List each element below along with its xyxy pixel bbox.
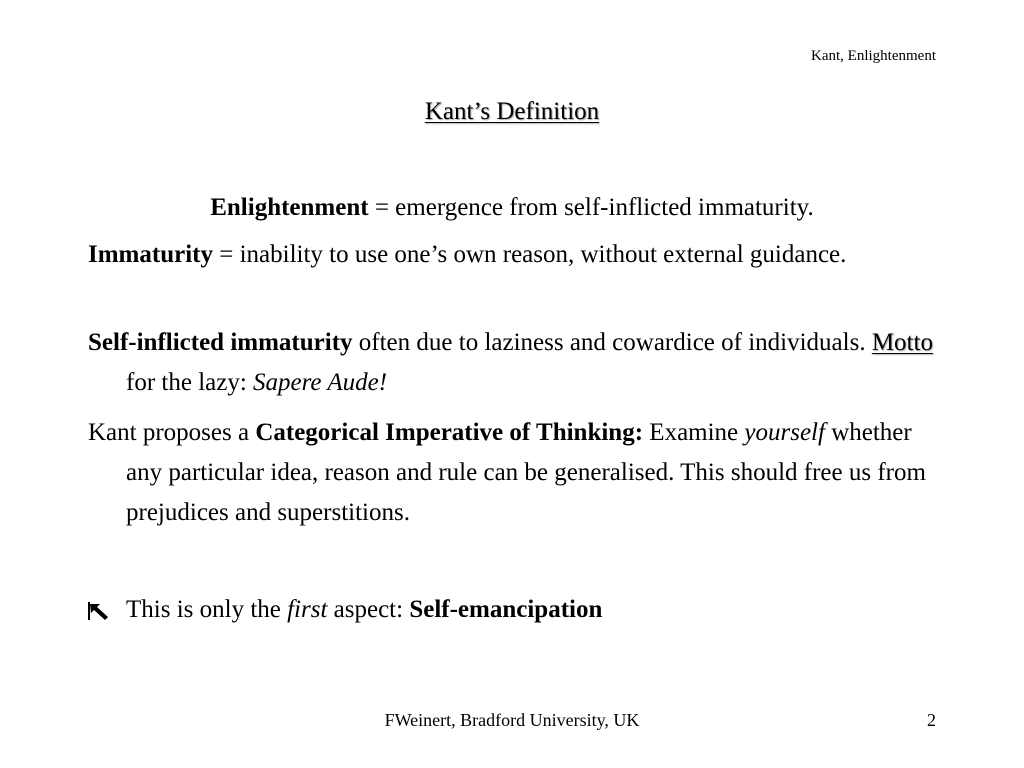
immaturity-text: = inability to use one’s own reason, without external guidance. — [212, 241, 847, 268]
enlightenment-definition-text: = emergence from self-inflicted immaturity. — [368, 194, 814, 221]
bullet-text — [126, 590, 602, 630]
immaturity-paragraph — [88, 235, 948, 275]
imperative-term: Categorical Imperative of Thinking: — [255, 419, 644, 446]
imperative-lead: Kant proposes a — [88, 419, 256, 446]
motto-link[interactable]: Motto — [871, 329, 933, 356]
bullet-emphasis: Self-emancipation — [409, 596, 603, 623]
slide-title: Kant’s Definition — [424, 98, 600, 125]
self-inflicted-text: often due to laziness and cowardice of individuals. — [352, 329, 872, 356]
imperative-yourself: yourself — [744, 419, 825, 446]
motto-lead-text: for the lazy: — [126, 369, 254, 396]
motto-text: Sapere Aude! — [253, 369, 388, 396]
enlightenment-definition — [0, 188, 1024, 228]
imperative-paragraph — [88, 413, 948, 533]
enlightenment-term: Enlightenment — [210, 194, 369, 221]
immaturity-term: Immaturity — [88, 241, 213, 268]
imperative-text: whether any particular idea, reason and rule can be generalised. This should free us from prejudices and superstitions. — [126, 419, 926, 526]
header-topic: Kant, Enlightenment — [811, 48, 936, 64]
self-inflicted-term: Self-inflicted immaturity — [88, 329, 353, 356]
bullet-middle: aspect: — [327, 596, 410, 623]
imperative-examine: Examine — [643, 419, 745, 446]
bullet-lead: This is only the — [126, 596, 288, 623]
up-left-arrow-icon — [88, 602, 110, 622]
footer-author: FWeinert, Bradford University, UK — [384, 710, 640, 730]
bullet-first: first — [287, 596, 328, 623]
self-inflicted-paragraph — [88, 323, 948, 403]
page-number: 2 — [927, 710, 936, 730]
